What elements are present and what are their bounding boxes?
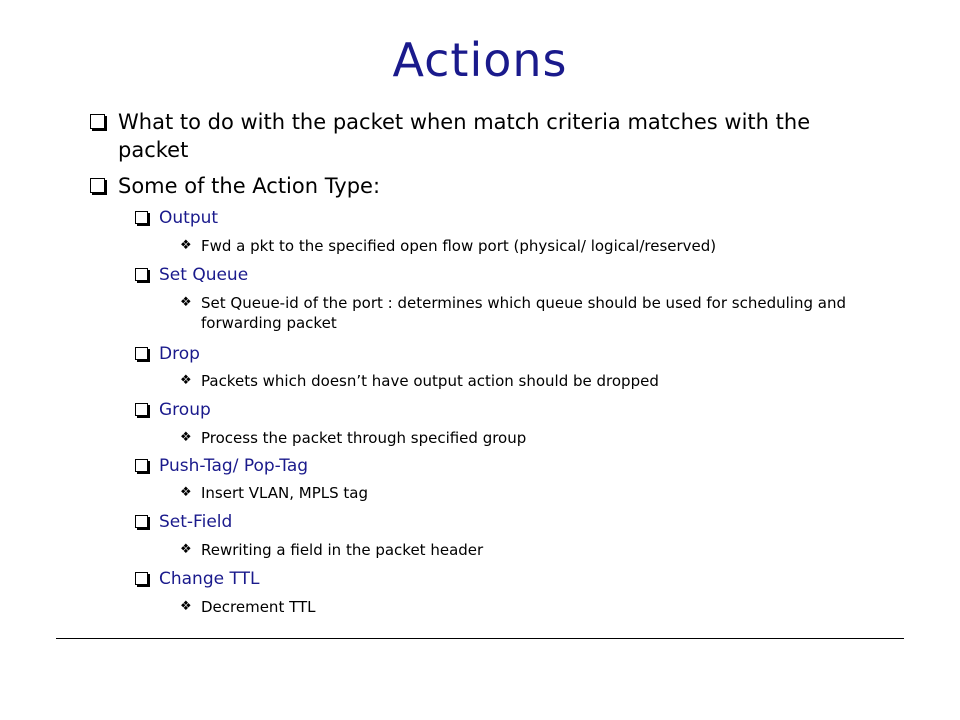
four-point-star-bullet-icon: ❖	[180, 430, 192, 445]
slide-title: Actions	[392, 33, 568, 87]
action-item-drop	[135, 343, 875, 365]
action-detail-group	[180, 428, 880, 448]
action-detail-set-queue	[180, 293, 880, 333]
action-item-set-queue	[135, 264, 875, 286]
bullet-item-2	[90, 172, 870, 200]
footer-divider	[56, 638, 904, 639]
bullet-item-1	[90, 108, 870, 164]
square-bullet-icon	[135, 347, 148, 360]
square-bullet-icon	[135, 459, 148, 472]
square-bullet-icon	[90, 178, 105, 193]
action-item-group	[135, 399, 875, 421]
action-name: Change TTL	[159, 569, 260, 589]
bullet-text: Some of the Action Type:	[118, 174, 381, 198]
four-point-star-bullet-icon: ❖	[180, 295, 192, 310]
action-name: Set Queue	[159, 265, 249, 285]
action-item-output	[135, 207, 875, 229]
action-detail: Decrement TTL	[201, 598, 316, 616]
action-name: Group	[159, 400, 211, 420]
action-item-push-pop-tag	[135, 455, 875, 477]
four-point-star-bullet-icon: ❖	[180, 485, 192, 500]
action-detail-output	[180, 236, 880, 256]
action-detail-drop	[180, 371, 880, 391]
action-name: Drop	[159, 344, 200, 364]
action-detail-set-field	[180, 540, 880, 560]
four-point-star-bullet-icon: ❖	[180, 373, 192, 388]
square-bullet-icon	[135, 211, 148, 224]
action-item-change-ttl	[135, 568, 875, 590]
square-bullet-icon	[135, 572, 148, 585]
action-detail: Rewriting a field in the packet header	[201, 541, 484, 559]
action-detail: Insert VLAN, MPLS tag	[201, 484, 368, 502]
square-bullet-icon	[135, 403, 148, 416]
action-detail-change-ttl	[180, 597, 880, 617]
square-bullet-icon	[135, 268, 148, 281]
bullet-text: What to do with the packet when match criteria matches with the packet	[118, 110, 811, 162]
square-bullet-icon	[135, 515, 148, 528]
action-detail-push-pop-tag	[180, 483, 880, 503]
action-detail: Process the packet through specified group	[201, 429, 527, 447]
action-name: Output	[159, 208, 219, 228]
four-point-star-bullet-icon: ❖	[180, 599, 192, 614]
square-bullet-icon	[90, 114, 105, 129]
four-point-star-bullet-icon: ❖	[180, 542, 192, 557]
action-detail: Packets which doesn’t have output action should be dropped	[201, 372, 659, 390]
action-detail: Set Queue-id of the port : determines which queue should be used for scheduling and forwarding packet	[201, 294, 846, 332]
action-detail: Fwd a pkt to the specified open flow port (physical/ logical/reserved)	[201, 237, 717, 255]
four-point-star-bullet-icon: ❖	[180, 238, 192, 253]
action-name: Push-Tag/ Pop-Tag	[159, 456, 309, 476]
action-name: Set-Field	[159, 512, 233, 532]
action-item-set-field	[135, 511, 875, 533]
